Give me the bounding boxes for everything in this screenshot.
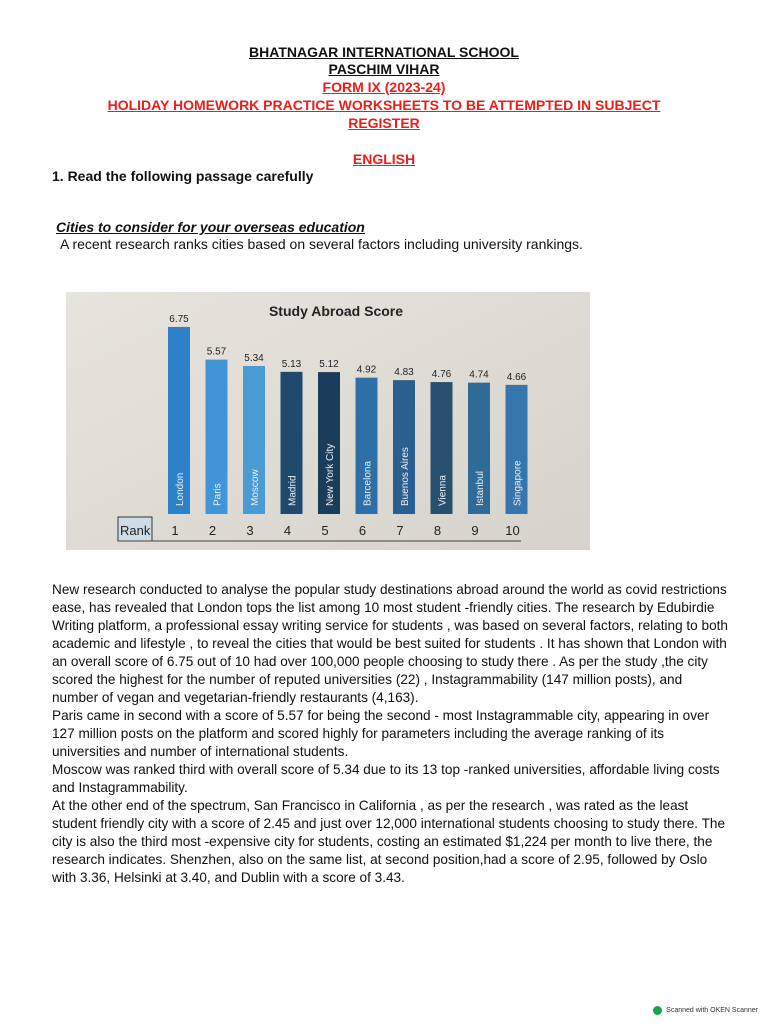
value-label: 4.92	[356, 364, 377, 376]
value-label: 4.83	[394, 367, 414, 379]
value-label: 4.74	[469, 369, 489, 381]
scanner-logo-icon	[653, 1006, 662, 1015]
category-label: New York City	[325, 443, 336, 506]
rank-number: 9	[471, 523, 479, 538]
category-label: London	[175, 472, 186, 506]
category-label: Moscow	[250, 469, 261, 506]
passage-paragraph-3-main: Moscow was ranked third with overall score of 5.34 due to its 13 top -ranked universities,	[52, 762, 586, 777]
value-label: 5.57	[206, 346, 227, 358]
passage-paragraph-3	[52, 761, 728, 797]
rank-number: 5	[321, 523, 329, 538]
rank-number: 7	[396, 523, 404, 538]
study-abroad-chart	[66, 292, 590, 550]
passage-body	[52, 581, 728, 887]
category-label: Madrid	[287, 475, 299, 506]
passage-intro: A recent research ranks cities based on several factors including university rankings.	[60, 236, 583, 252]
category-label: Paris	[212, 483, 224, 506]
instruction-line-2: REGISTER	[348, 115, 420, 131]
passage-paragraph-1: New research conducted to analyse the popular study destinations abroad around the world as covid restrictions ease, has revealed that London tops the list among 10 most student -friendly cities. The research by Edubirdie Writing platform, a professional essay writing service for students , was based on several factors, relating to both academic and lifestyle , to reveal the cities that would be best suited for students . It has shown that London with an overall score of 6.75 out of 10 had over 100,000 people choosing to study there . As per the study ,the city scored the highest for the number of reputed universities (22) , Instagrammability (147 million posts), and number of vegan and vegetarian-friendly restaurants (4,163).	[52, 582, 728, 705]
value-label: 4.76	[431, 369, 452, 381]
rank-number: 6	[358, 523, 367, 538]
category-label: Vienna	[437, 475, 449, 506]
school-name: BHATNAGAR INTERNATIONAL SCHOOL	[249, 44, 519, 60]
passage-paragraph-3-tail: affordable living costs and Instagrammability.	[52, 762, 720, 795]
form-title: FORM IX (2023-24)	[322, 79, 446, 95]
value-label: 5.13	[281, 358, 302, 370]
passage-paragraph-4: At the other end of the spectrum, San Francisco in California , as per the research , was rated as the least student friendly city with a score of 2.45 and just over 12,000 international students choosing to study there. The city is also the third most -expensive city for students, costing an estimated $1,224 per month to live there, the research indicates. Shenzhen, also on the same list, at second position,had a score of 2.95, followed by Oslo with 3.36, Helsinki at 3.40, and Dublin with a score of 3.43.	[52, 798, 726, 885]
rank-label: Rank	[120, 523, 151, 538]
passage-paragraph-2: Paris came in second with a score of 5.57 for being the second - most Instagrammable city, appearing in over 127 million posts on the platform and scored highly for parameters including the average ranking of its universities and number of international students.	[52, 708, 710, 759]
passage-title: Cities to consider for your overseas education	[56, 219, 365, 235]
instruction-line-1: HOLIDAY HOMEWORK PRACTICE WORKSHEETS TO BE ATTEMPTED IN SUBJECT	[107, 97, 661, 113]
value-label: 6.75	[169, 313, 189, 325]
rank-number: 10	[505, 523, 520, 538]
subject-title: ENGLISH	[352, 151, 416, 167]
category-label: Istanbul	[475, 470, 486, 506]
value-label: 4.66	[506, 371, 527, 383]
value-label: 5.34	[244, 353, 264, 365]
school-branch: PASCHIM VIHAR	[328, 61, 440, 77]
scanner-watermark	[653, 1006, 758, 1015]
category-label: Singapore	[512, 460, 524, 506]
category-label: Barcelona	[362, 460, 374, 506]
rank-number: 2	[208, 523, 217, 538]
chart-title: Study Abroad Score	[268, 303, 404, 319]
value-label: 5.12	[319, 359, 339, 371]
question-heading: 1. Read the following passage carefully	[52, 168, 314, 184]
rank-number: 4	[283, 523, 292, 538]
rank-number: 1	[171, 523, 179, 538]
category-label: Buenos Aires	[400, 447, 411, 506]
rank-number: 3	[246, 523, 254, 538]
scanner-label: Scanned with OKEN Scanner	[666, 1007, 758, 1014]
rank-number: 8	[433, 523, 442, 538]
